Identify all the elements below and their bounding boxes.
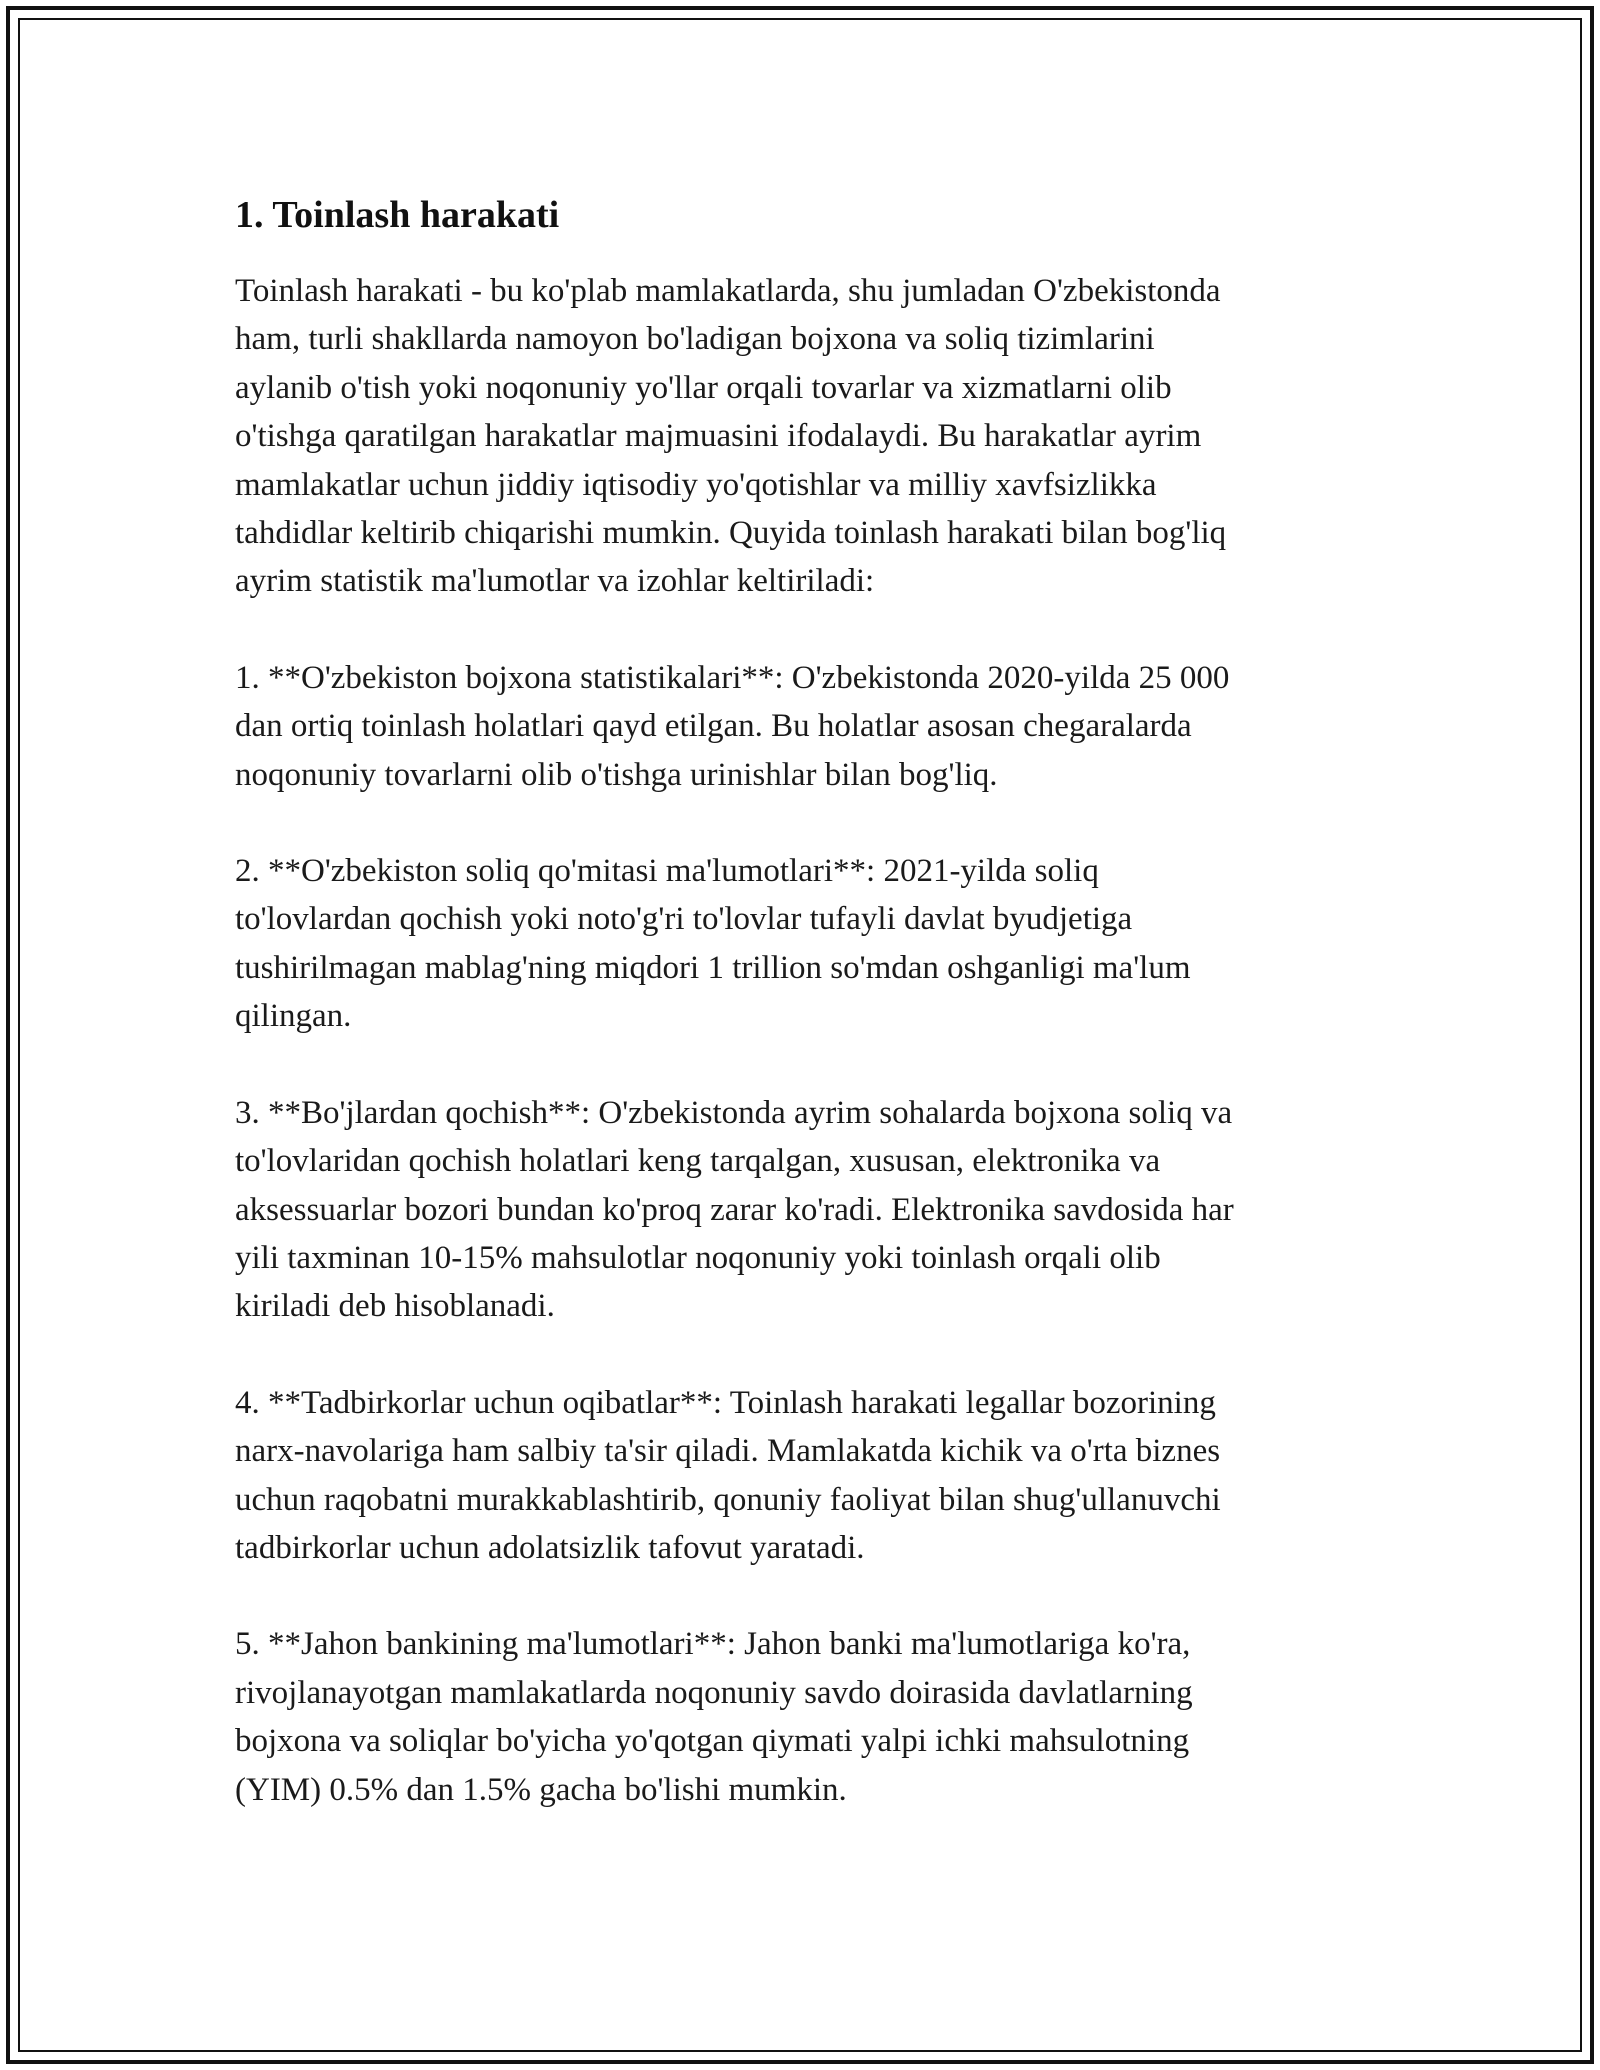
paragraph-item-1: 1. **O'zbekiston bojxona statistikalari**: O'zbekistonda 2020-yilda 25 000 dan ortiq toinlash holatlari qayd etilgan. Bu holatlar asosan chegaralarda noqonuniy tovarlarni olib o'tishga urinishlar bilan bog'liq.	[235, 659, 1230, 793]
paragraph-item-2: 2. **O'zbekiston soliq qo'mitasi ma'lumotlari**: 2021-yilda soliq to'lovlardan qochish yoki noto'g'ri to'lovlar tufayli davlat byudjetiga tushirilmagan mablag'ning miqdori 1 trillion so'mdan oshganligi ma'lum qilingan.	[235, 853, 1191, 1035]
document-title: 1. Toinlash harakati	[235, 194, 560, 236]
intro-paragraph: Toinlash harakati - bu ko'plab mamlakatlarda, shu jumladan O'zbekistonda ham, turli shakllarda namoyon bo'ladigan bojxona va soliq tizimlarini aylanib o'tish yoki noqonuniy yo'llar orqali tovarlar va xizmatlarni olib o'tishga qaratilgan harakatlar majmuasini ifodalaydi. Bu harakatlar ayrim mamlakatlar uchun jiddiy iqtisodiy yo'qotishlar va milliy xavfsizlikka tahdidlar keltirib chiqarishi mumkin. Quyida toinlash harakati bilan bog'liq ayrim statistik ma'lumotlar va izohlar keltiriladi:	[235, 273, 1227, 600]
paragraph-item-5: 5. **Jahon bankining ma'lumotlari**: Jahon banki ma'lumotlariga ko'ra, rivojlanayotgan mamlakatlarda noqonuniy savdo doirasida davlatlarning bojxona va soliqlar bo'yicha yo'qotgan qiymati yalpi ichki mahsulotning (YIM) 0.5% dan 1.5% gacha bo'lishi mumkin.	[235, 1626, 1193, 1808]
paragraph-item-4: 4. **Tadbirkorlar uchun oqibatlar**: Toinlash harakati legallar bozorining narx-navolariga ham salbiy ta'sir qiladi. Mamlakatda kichik va o'rta biznes uchun raqobatni murakkablashtirib, qonuniy faoliyat bilan shug'ullanuvchi tadbirkorlar uchun adolatsizlik tafovut yaratadi.	[235, 1384, 1221, 1566]
document-body	[235, 185, 1365, 1814]
paragraph-item-3: 3. **Bo'jlardan qochish**: O'zbekistonda ayrim sohalarda bojxona soliq va to'lovlaridan qochish holatlari keng tarqalgan, xususan, elektronika va aksessuarlar bozori bundan ko'proq zarar ko'radi. Elektronika savdosida har yili taxminan 10-15% mahsulotlar noqonuniy yoki toinlash orqali olib kiriladi deb hisoblanadi.	[235, 1094, 1234, 1325]
